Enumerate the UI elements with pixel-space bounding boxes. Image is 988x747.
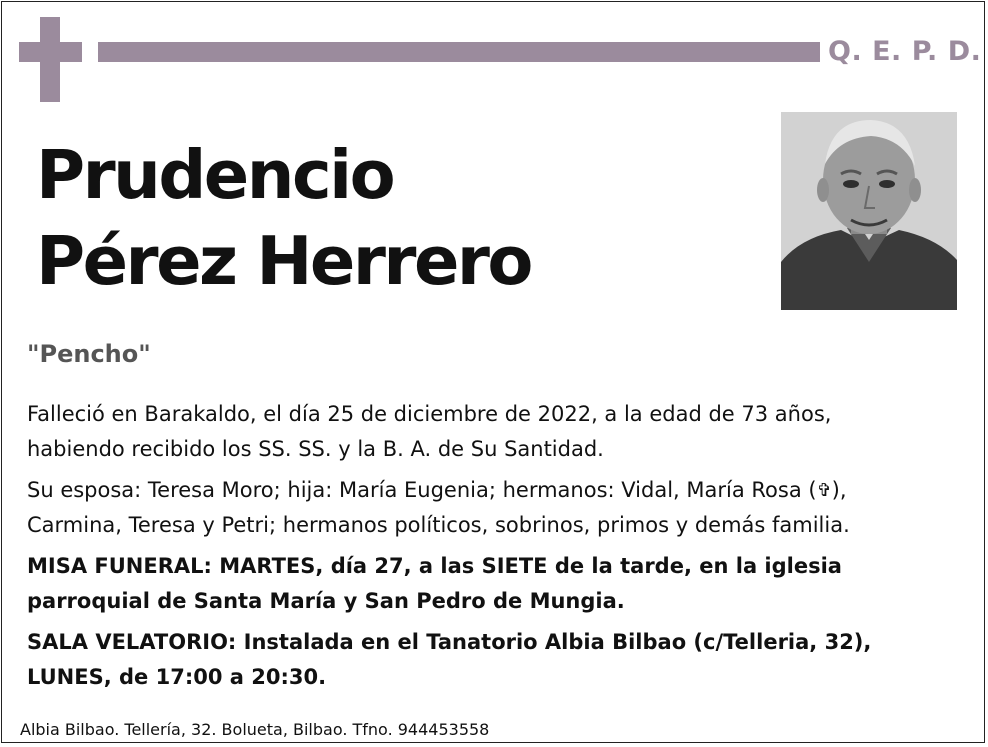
funeral-line-2: parroquial de Santa María y San Pedro de Mungia. [27,589,625,613]
death-line-1: Falleció en Barakaldo, el día 25 de diciembre de 2022, a la edad de 73 años, [27,402,832,426]
last-names: Pérez Herrero [36,222,531,300]
family-line-1a: Su esposa: Teresa Moro; hija: María Eugenia; hermanos: Vidal, María Rosa ( [27,478,817,502]
nickname: "Pencho" [27,340,151,368]
obituary-body [27,397,967,701]
wake-paragraph [27,625,967,695]
latin-cross-icon-arm [19,42,82,62]
funeral-paragraph [27,549,967,619]
qepd-label: Q. E. P. D. [828,36,982,67]
obituary-notice [1,1,985,743]
family-line-1b: ), [831,478,847,502]
family-line-2: Carmina, Teresa y Petri; hermanos políticos, sobrinos, primos y demás familia. [27,513,850,537]
funeral-home-footer: Albia Bilbao. Tellería, 32. Bolueta, Bilbao. Tfno. 944453558 [20,720,490,739]
death-line-2: habiendo recibido los SS. SS. y la B. A. de Su Santidad. [27,437,604,461]
family-paragraph [27,473,967,543]
first-name: Prudencio [36,136,394,214]
funeral-line-1: MISA FUNERAL: MARTES, día 27, a las SIETE de la tarde, en la iglesia [27,554,842,578]
small-cross-icon: ✞ [816,480,832,501]
deceased-name [36,132,531,304]
wake-line-1: SALA VELATORIO: Instalada en el Tanatorio Albia Bilbao (c/Telleria, 32), [27,630,872,654]
portrait-illustration [781,112,957,310]
death-paragraph [27,397,967,467]
wake-line-2: LUNES, de 17:00 a 20:30. [27,665,327,689]
header-rule [98,42,820,62]
portrait-photo [781,112,957,310]
